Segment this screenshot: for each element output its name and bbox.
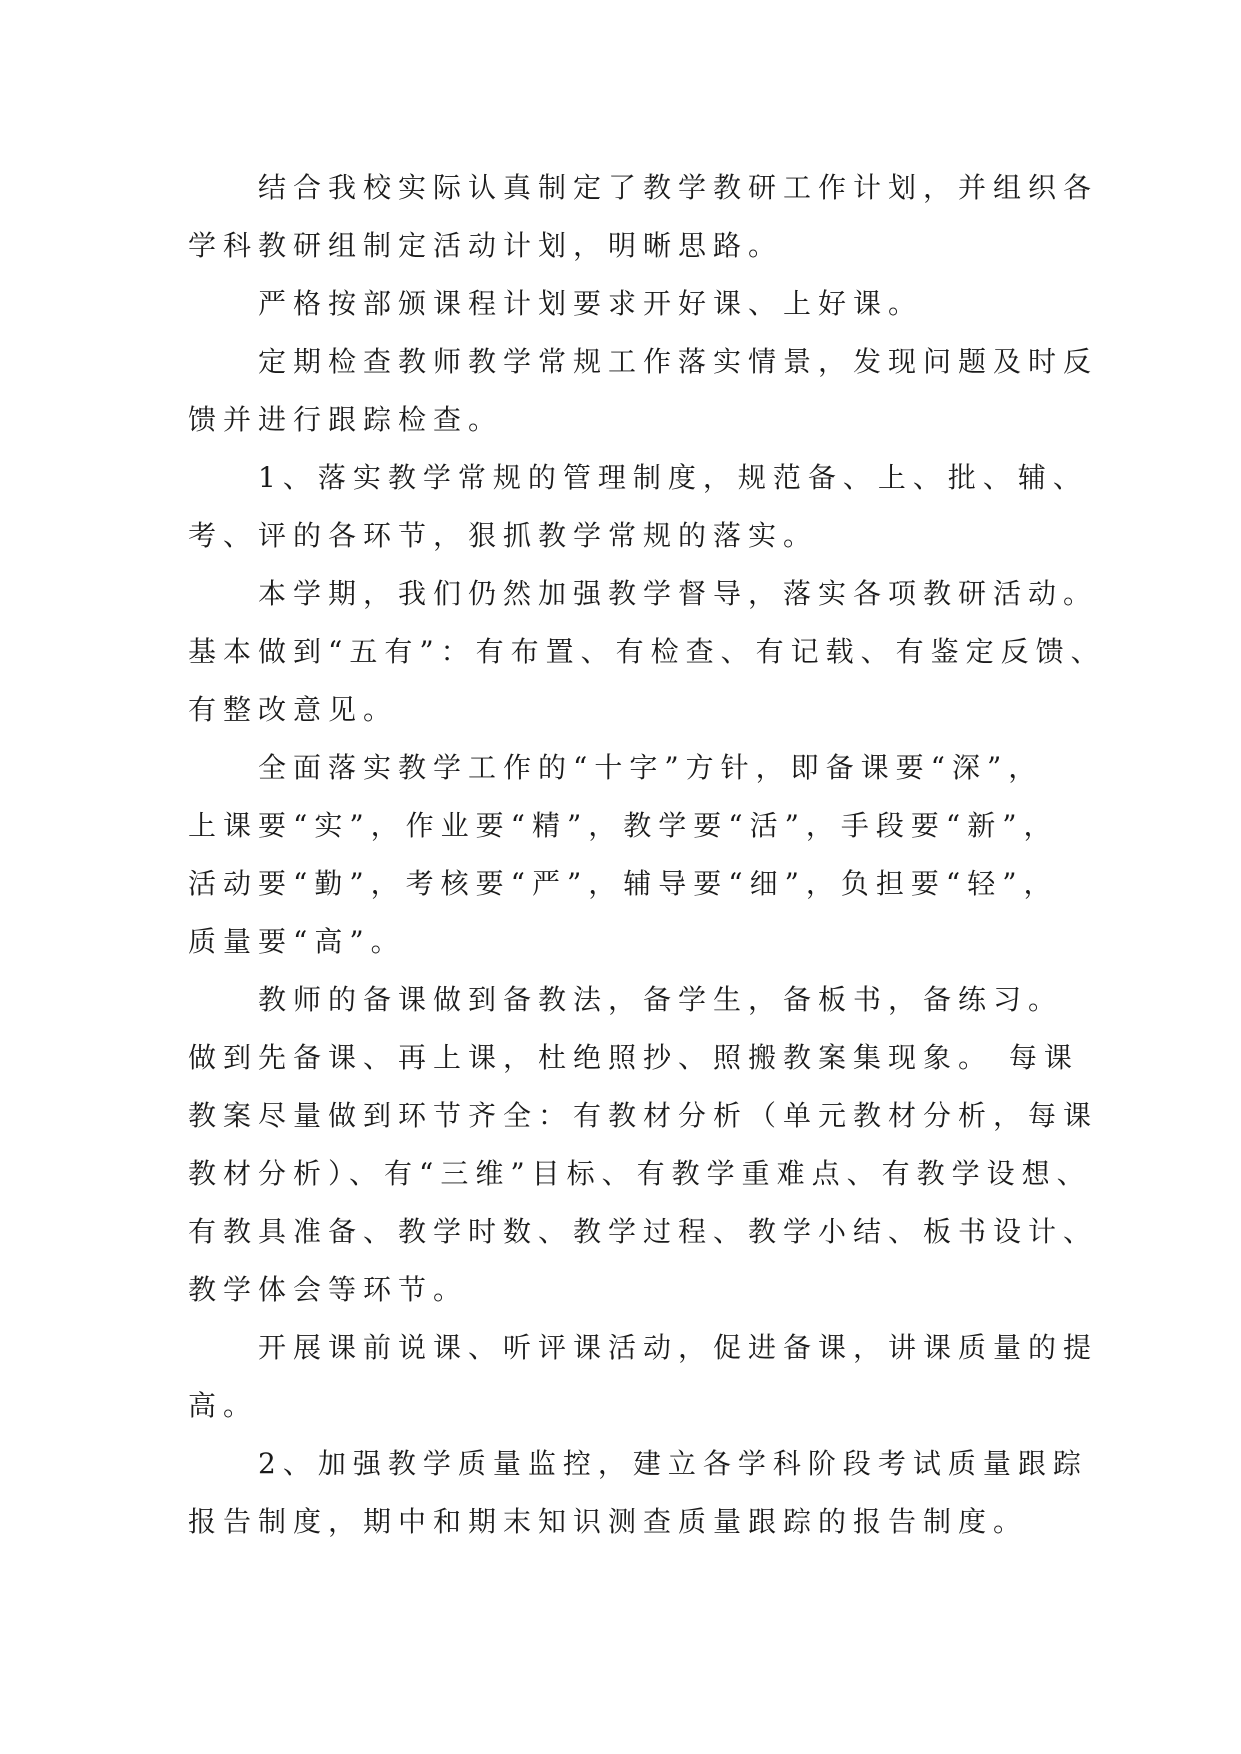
text-line: 结合我校实际认真制定了教学教研工作计划，并组织各 — [258, 171, 1099, 204]
paragraph-5 — [188, 565, 1106, 739]
paragraph-2 — [188, 275, 1058, 333]
text-line: 教师的备课做到备教法，备学生，备板书，备练习。 — [258, 983, 1064, 1016]
text-line: 教材分析）、有“三维”目标、有教学重难点、有教学设想、 — [188, 1157, 1092, 1190]
text-line: 有整改意见。 — [188, 693, 399, 726]
text-line: 1、落实教学常规的管理制度，规范备、上、批、辅、 — [258, 461, 1088, 494]
paragraph-9 — [188, 1435, 1088, 1551]
text-line: 做到先备课、再上课，杜绝照抄、照搬教案集现象。 每课 — [188, 1041, 1079, 1074]
text-line: 活动要“勤”，考核要“严”，辅导要“细”，负担要“轻”， — [188, 867, 1059, 900]
text-line: 质量要“高”。 — [188, 925, 406, 958]
paragraph-7 — [188, 971, 1099, 1319]
text-line: 定期检查教师教学常规工作落实情景，发现问题及时反 — [258, 345, 1099, 378]
paragraph-8 — [188, 1319, 1099, 1435]
paragraph-6 — [188, 739, 1058, 971]
text-line: 报告制度，期中和期末知识测查质量跟踪的报告制度。 — [188, 1505, 1029, 1538]
text-line: 教案尽量做到环节齐全：有教材分析（单元教材分析，每课 — [188, 1099, 1099, 1132]
text-line: 学科教研组制定活动计划，明晰思路。 — [188, 229, 784, 262]
text-line: 严格按部颁课程计划要求开好课、上好课。 — [258, 287, 924, 320]
text-line: 全面落实教学工作的“十字”方针，即备课要“深”， — [258, 751, 1044, 784]
text-line: 2、加强教学质量监控，建立各学科阶段考试质量跟踪 — [258, 1447, 1088, 1480]
text-line: 有教具准备、教学时数、教学过程、教学小结、板书设计、 — [188, 1215, 1099, 1248]
text-line: 基本做到“五有”：有布置、有检查、有记载、有鉴定反馈、 — [188, 635, 1106, 668]
text-line: 开展课前说课、听评课活动，促进备课，讲课质量的提 — [258, 1331, 1099, 1364]
text-line: 教学体会等环节。 — [188, 1273, 469, 1306]
text-line: 高。 — [188, 1389, 259, 1422]
paragraph-1 — [188, 159, 1099, 275]
document-body — [188, 159, 1106, 1551]
text-line: 本学期，我们仍然加强教学督导，落实各项教研活动。 — [258, 577, 1099, 610]
text-line: 考、评的各环节，狠抓教学常规的落实。 — [188, 519, 819, 552]
paragraph-3 — [188, 333, 1099, 449]
text-line: 上课要“实”，作业要“精”，教学要“活”，手段要“新”， — [188, 809, 1059, 842]
paragraph-4 — [188, 449, 1088, 565]
text-line: 馈并进行跟踪检查。 — [188, 403, 504, 436]
